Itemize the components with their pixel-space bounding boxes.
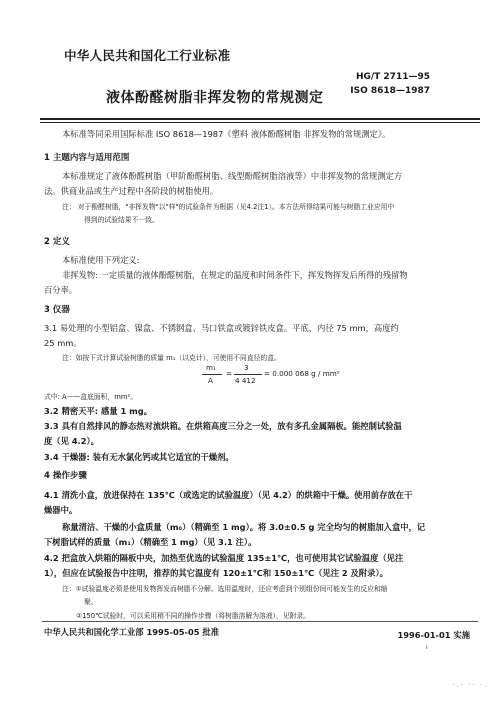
standard-number: HG/T 2711—95 [355,72,430,82]
clause-3-3-line2: 度（见 4.2）。 [44,436,99,446]
clause-3-1-line1: 3.1 易处理的小型铝盒、镍盒、不锈钢盒、马口铁盒或镀锌铁皮盒。平底，内径 75 mm，高度约 [44,323,399,333]
formula-numerator-right: 3 [244,363,249,372]
section-3-heading: 3 仪器 [44,305,70,315]
clause-4-1-line1: 4.1 清洗小盒，放进保持在 135℃（或选定的试验温度）（见 4.2）的烘箱中干燥。使用前存放在干 [44,490,413,500]
section-1-para-line1: 本标准规定了液体酚醛树脂（甲阶酚醛树脂、线型酚醛树脂溶液等）中非挥发物的常规测定方 [62,171,403,181]
section-2-heading: 2 定义 [44,237,70,247]
clause-4-2-line2: 1），但应在试验报告中注明，推荐的其它温度有 120±1℃和 150±1℃（见注 2 及附录）。 [44,568,388,578]
clause-4-2-line1: 4.2 把盒放入烘箱的隔板中央，加热至优选的试验温度 135±1℃，也可使用其它试验温度（见注 [44,553,404,563]
standard-organization: 中华人民共和国化工行业标准 [64,48,231,63]
clause-4-1-para2-line2: 下树脂试样的质量（m₁）（精确至 1 mg）（见 3.1 注）。 [44,537,257,547]
formula-denominator-right: 4 412 [235,376,256,385]
clause-3-3-line1: 3.3 具有自然排风的静态热对流烘箱。在烘箱高度三分之一处，放有多孔金属隔板。能控制试验温 [44,421,402,431]
clause-4-2-note-1-line1: 注：①试验温度必须是使用发物挥发而树脂不分解。选用温度时，还应考虑到个别组份间可能发生的反应和缩 [62,585,388,593]
section-1-para-line2: 法。供商业品或生产过程中各阶段的树脂使用。 [44,186,219,196]
section-2-lead: 本标准使用下列定义: [62,255,140,265]
document-title: 液体酚醛树脂非挥发物的常规测定 [106,90,324,106]
clause-4-2-note-2: ②150℃试验时，可以采用稍不同的操作步骤（将树脂溶解为溶液），见附录。 [76,612,311,620]
effective-date: 1996-01-01 实施 [397,630,470,640]
formula-where: 式中: A——盒底面积，mm²。 [44,393,138,401]
section-1-note-line2: 得到的试验结果不一致。 [84,216,159,224]
section-1-heading: 1 主题内容与适用范围 [44,153,130,163]
clause-3-2: 3.2 精密天平: 感量 1 mg。 [44,406,153,416]
scan-specks: ·.· ·· ·. [452,682,488,689]
header-rule-thin [40,122,480,123]
clause-4-1-line2: 燥器中。 [44,505,78,515]
fraction-bar-left [202,374,222,375]
section-1-note-line1: 注： 对于酚醛树脂，"非挥发物"以"样"的试验条件为根据（见4.2注1）。本方法所得结果可能与树脂工业应用中 [62,203,395,211]
section-4-heading: 4 操作步骤 [44,471,87,481]
intro-paragraph: 本标准等同采用国际标准 ISO 8618—1987《塑料 液体酚醛树脂 非挥发物的常规测定》。 [62,129,391,139]
clause-4-2-note-1-line2: 聚。 [84,598,98,606]
formula-result: = 0.000 068 g / mm² [264,369,340,378]
approval-line: 中华人民共和国化学工业部 1995-05-05 批准 [44,627,220,637]
clause-4-1-para2-line1: 称量清洁、干燥的小盒质量（m₀）（精确至 1 mg）。将 3.0±0.5 g 完全均匀的树脂加入盒中，记 [62,522,426,532]
clause-3-1-note: 注：如按下式计算试验树脂的质量 m₁（以克计），可使用不同直径的盒。 [62,354,281,362]
clause-3-1-line2: 25 mm。 [44,338,82,348]
section-2-para-line1: 非挥发物: 一定质量的液体酚醛树脂，在规定的温度和时间条件下，挥发物挥发后所得的残留物 [62,270,408,280]
page-mark: ı [426,644,428,651]
formula-numerator-left: m₁ [206,363,216,372]
section-2-para-line2: 百分率。 [44,285,78,295]
header-rule-thick [40,118,480,120]
fraction-bar-right [234,374,262,375]
footer-rule [42,621,478,622]
formula: m₁ A = 3 4 412 [202,363,292,387]
clause-3-4: 3.4 干燥器: 装有无水氯化钙或其它适宜的干燥剂。 [44,452,234,462]
equivalent-standard: ISO 8618—1987 [350,86,430,96]
formula-denominator-left: A [208,376,213,385]
